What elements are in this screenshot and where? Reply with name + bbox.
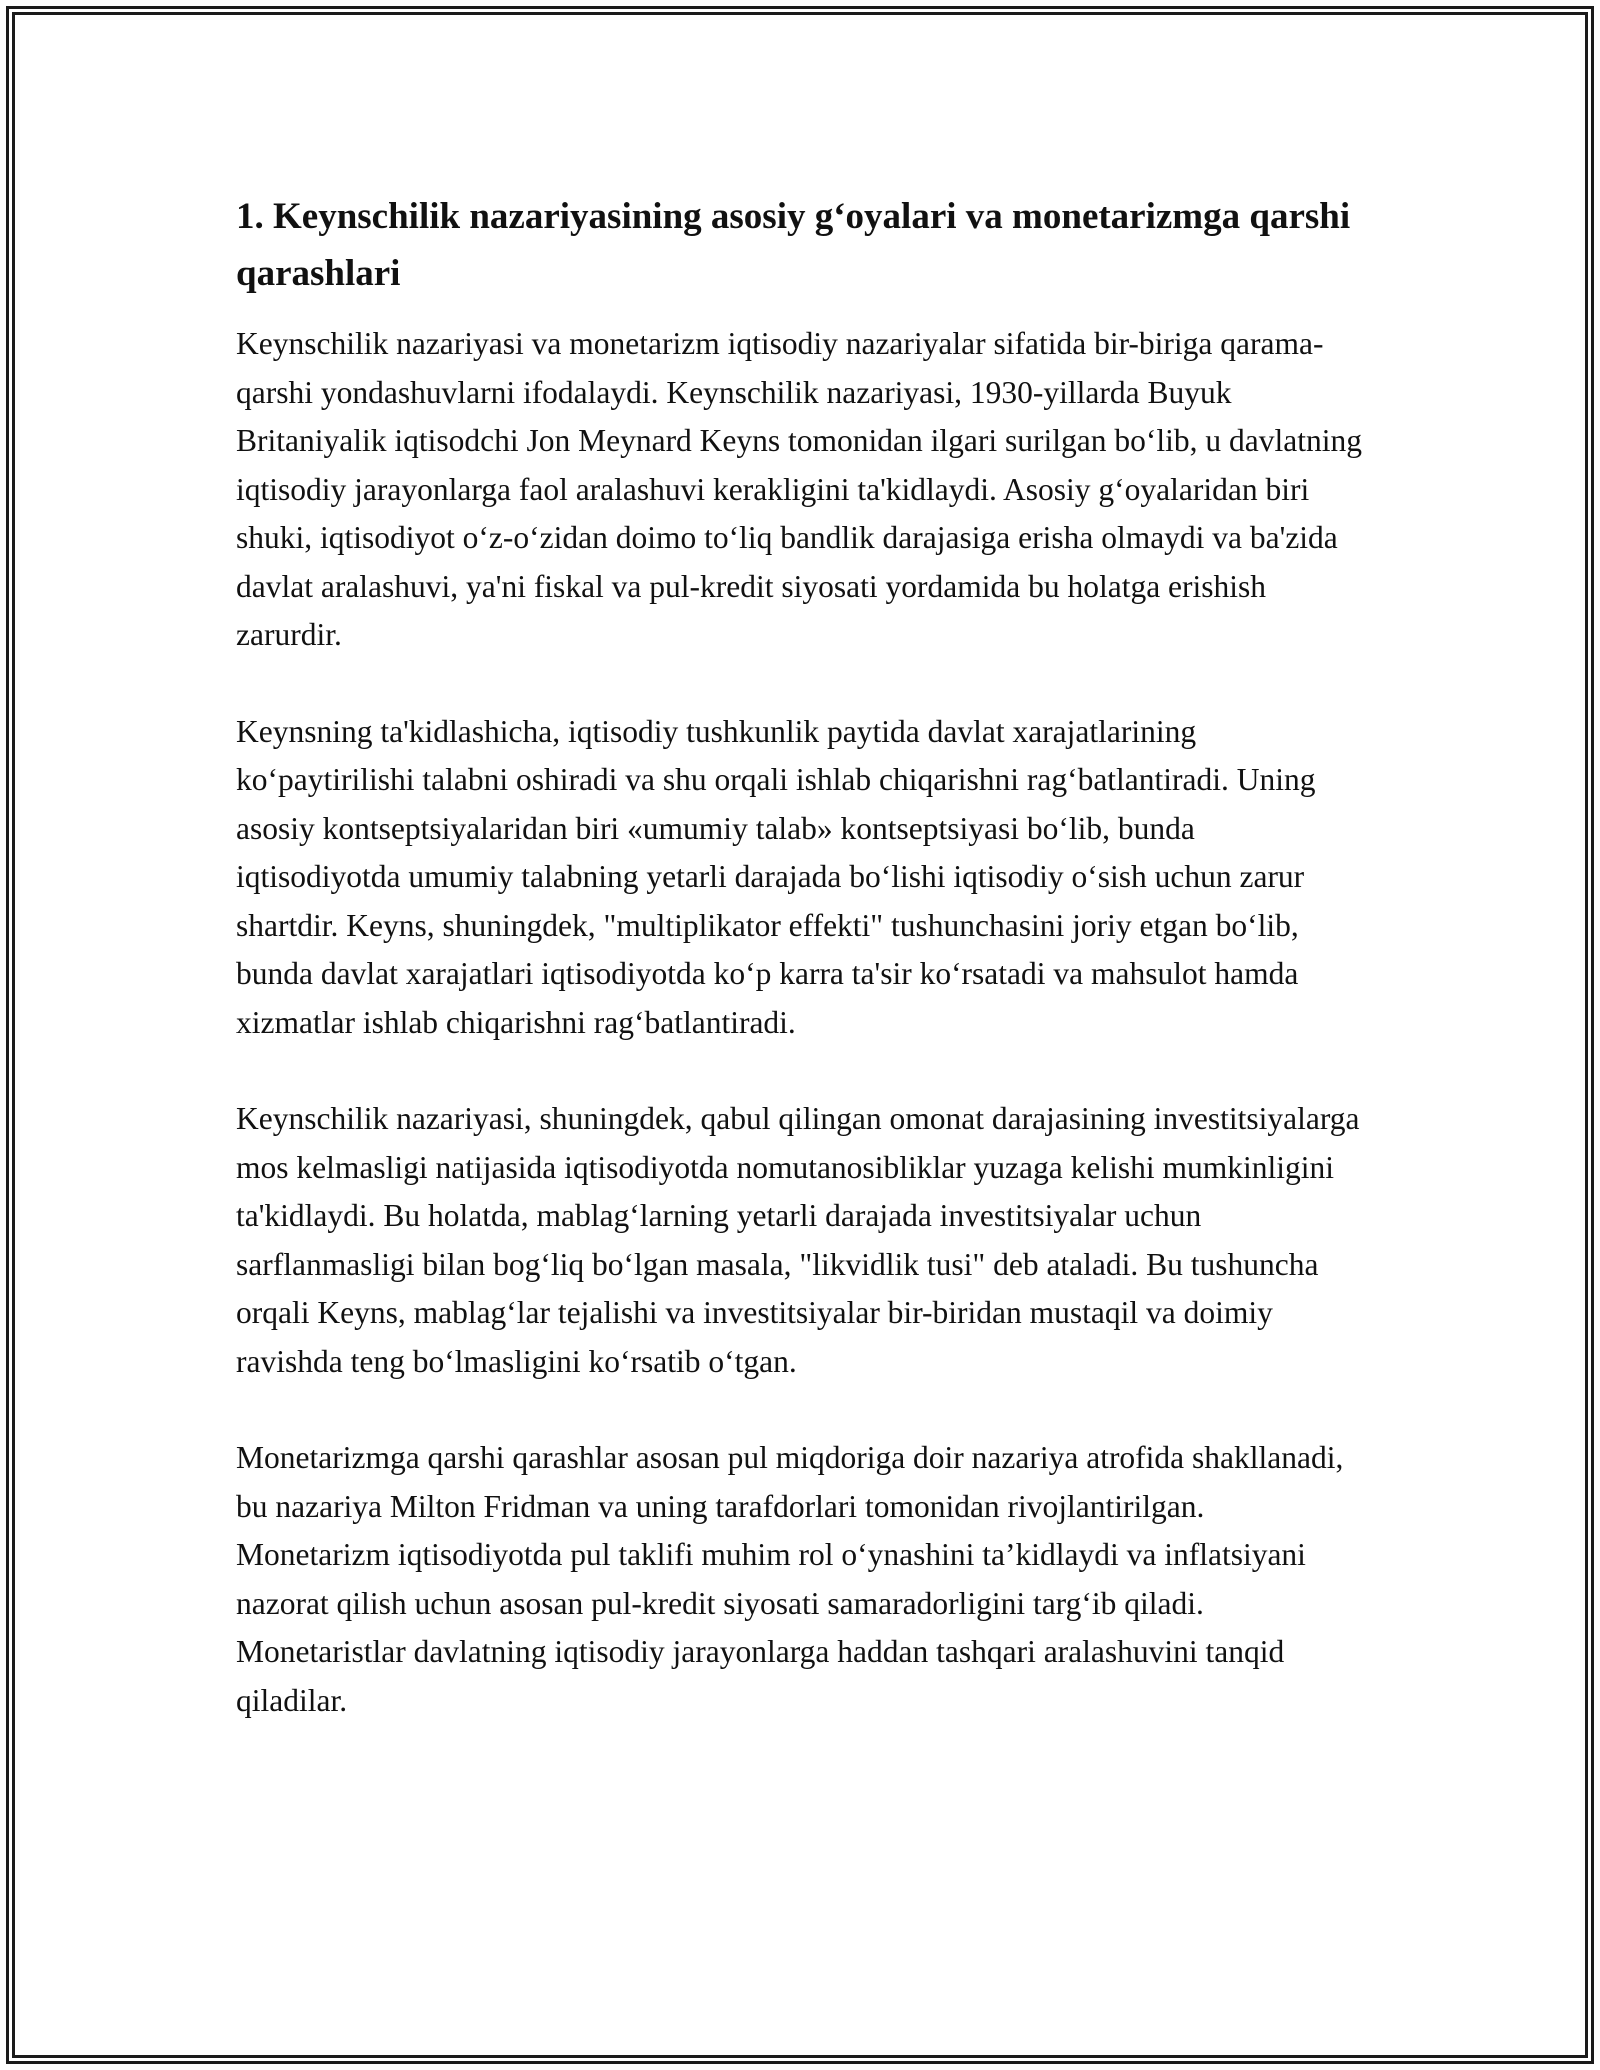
paragraph-1: Keynschilik nazariyasi va monetarizm iqtisodiy nazariyalar sifatida bir-biriga qarama-qarshi yondashuvlarni ifodalaydi. Keynschilik nazariyasi, 1930-yillarda Buyuk Britaniyalik iqtisodchi Jon Meynard Keyns tomonidan ilgari surilgan bo‘lib, u davlatning iqtisodiy jarayonlarga faol aralashuvi kerakligini ta'kidlaydi. Asosiy g‘oyalaridan biri shuki, iqtisodiyot o‘z-o‘zidan doimo to‘liq bandlik darajasiga erisha olmaydi va ba'zida davlat aralashuvi, ya'ni fiskal va pul-kredit siyosati yordamida bu holatga erishish zarurdir. [236,326,1362,652]
paragraph-2: Keynsning ta'kidlashicha, iqtisodiy tushkunlik paytida davlat xarajatlarining ko‘paytirilishi talabni oshiradi va shu orqali ishlab chiqarishni rag‘batlantiradi. Uning asosiy kontseptsiyalaridan biri «umumiy talab» kontseptsiyasi bo‘lib, bunda iqtisodiyotda umumiy talabning yetarli darajada bo‘lishi iqtisodiy o‘sish uchun zarur shartdir. Keyns, shuningdek, "multiplikator effekti" tushunchasini joriy etgan bo‘lib, bunda davlat xarajatlari iqtisodiyotda ko‘p karra ta'sir ko‘rsatadi va mahsulot hamda xizmatlar ishlab chiqarishni rag‘batlantiradi. [236,713,1316,1040]
document-body [236,188,1366,1773]
paragraph-4: Monetarizmga qarshi qarashlar asosan pul miqdoriga doir nazariya atrofida shakllanadi, bu nazariya Milton Fridman va uning tarafdorlari tomonidan rivojlantirilgan. Monetarizm iqtisodiyotda pul taklifi muhim rol o‘ynashini ta’kidlaydi va inflatsiyani nazorat qilish uchun asosan pul-kredit siyosati samaradorligini targ‘ib qiladi. Monetaristlar davlatning iqtisodiy jarayonlarga haddan tashqari aralashuvini tanqid qiladilar. [236,1440,1344,1718]
section-heading: 1. Keynschilik nazariyasining asosiy g‘oyalari va monetarizmga qarshi qarashlari [236,196,1351,294]
paragraph-3: Keynschilik nazariyasi, shuningdek, qabul qilingan omonat darajasining investitsiyalarga mos kelmasligi natijasida iqtisodiyotda nomutanosibliklar yuzaga kelishi mumkinligini ta'kidlaydi. Bu holatda, mablag‘larning yetarli darajada investitsiyalar uchun sarflanmasligi bilan bog‘liq bo‘lgan masala, "likvidlik tusi" deb ataladi. Bu tushuncha orqali Keyns, mablag‘lar tejalishi va investitsiyalar bir-biridan mustaqil va doimiy ravishda teng bo‘lmasligini ko‘rsatib o‘tgan. [236,1101,1360,1379]
